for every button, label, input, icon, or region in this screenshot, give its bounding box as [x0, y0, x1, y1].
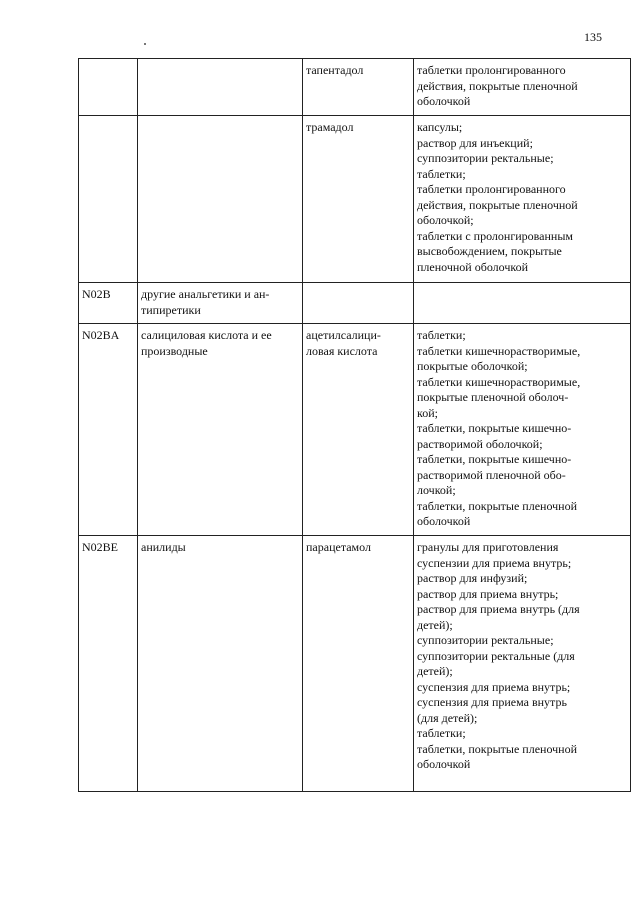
atc-code-cell: [79, 116, 138, 283]
group-cell: другие анальгетики и ан- типиретики: [138, 283, 303, 324]
drug-name-cell: ацетилсалици- ловая кислота: [303, 324, 414, 536]
drug-name-cell: парацетамол: [303, 536, 414, 792]
dosage-forms-cell: таблетки; таблетки кишечнорастворимые, покрытые оболочкой; таблетки кишечнорастворимые, покрытые пленочной оболоч- кой; таблетки, покрытые кишечно- растворимой оболочкой; таблетки, покрытые кишечно- растворимой пленочной обо- лочкой; таблетки, покрытые пленочной оболочкой: [414, 324, 631, 536]
table-row: [79, 283, 631, 324]
atc-code-cell: N02BA: [79, 324, 138, 536]
table-row: [79, 536, 631, 792]
scan-speck: [144, 43, 146, 45]
table-row: [79, 116, 631, 283]
drug-name-cell: тапентадол: [303, 59, 414, 116]
dosage-forms-cell: [414, 283, 631, 324]
atc-code-cell: N02B: [79, 283, 138, 324]
dosage-forms-cell: таблетки пролонгированного действия, покрытые пленочной оболочкой: [414, 59, 631, 116]
group-cell: салициловая кислота и ее производные: [138, 324, 303, 536]
table-row: [79, 59, 631, 116]
dosage-forms-cell: капсулы; раствор для инъекций; суппозитории ректальные; таблетки; таблетки пролонгированного действия, покрытые пленочной оболочкой; таблетки с пролонгированным высвобождением, покрытые пленочной оболочкой: [414, 116, 631, 283]
group-cell: анилиды: [138, 536, 303, 792]
dosage-forms-cell: гранулы для приготовления суспензии для приема внутрь; раствор для инфузий; раствор для приема внутрь; раствор для приема внутрь (для детей); суппозитории ректальные; суппозитории ректальные (для детей); суспензия для приема внутрь; суспензия для приема внутрь (для детей); таблетки; таблетки, покрытые пленочной оболочкой: [414, 536, 631, 792]
drug-name-cell: трамадол: [303, 116, 414, 283]
drug-table: [78, 58, 631, 792]
drug-name-cell: [303, 283, 414, 324]
group-cell: [138, 116, 303, 283]
table-row: [79, 324, 631, 536]
group-cell: [138, 59, 303, 116]
page-number: 135: [584, 30, 602, 44]
atc-code-cell: N02BE: [79, 536, 138, 792]
atc-code-cell: [79, 59, 138, 116]
